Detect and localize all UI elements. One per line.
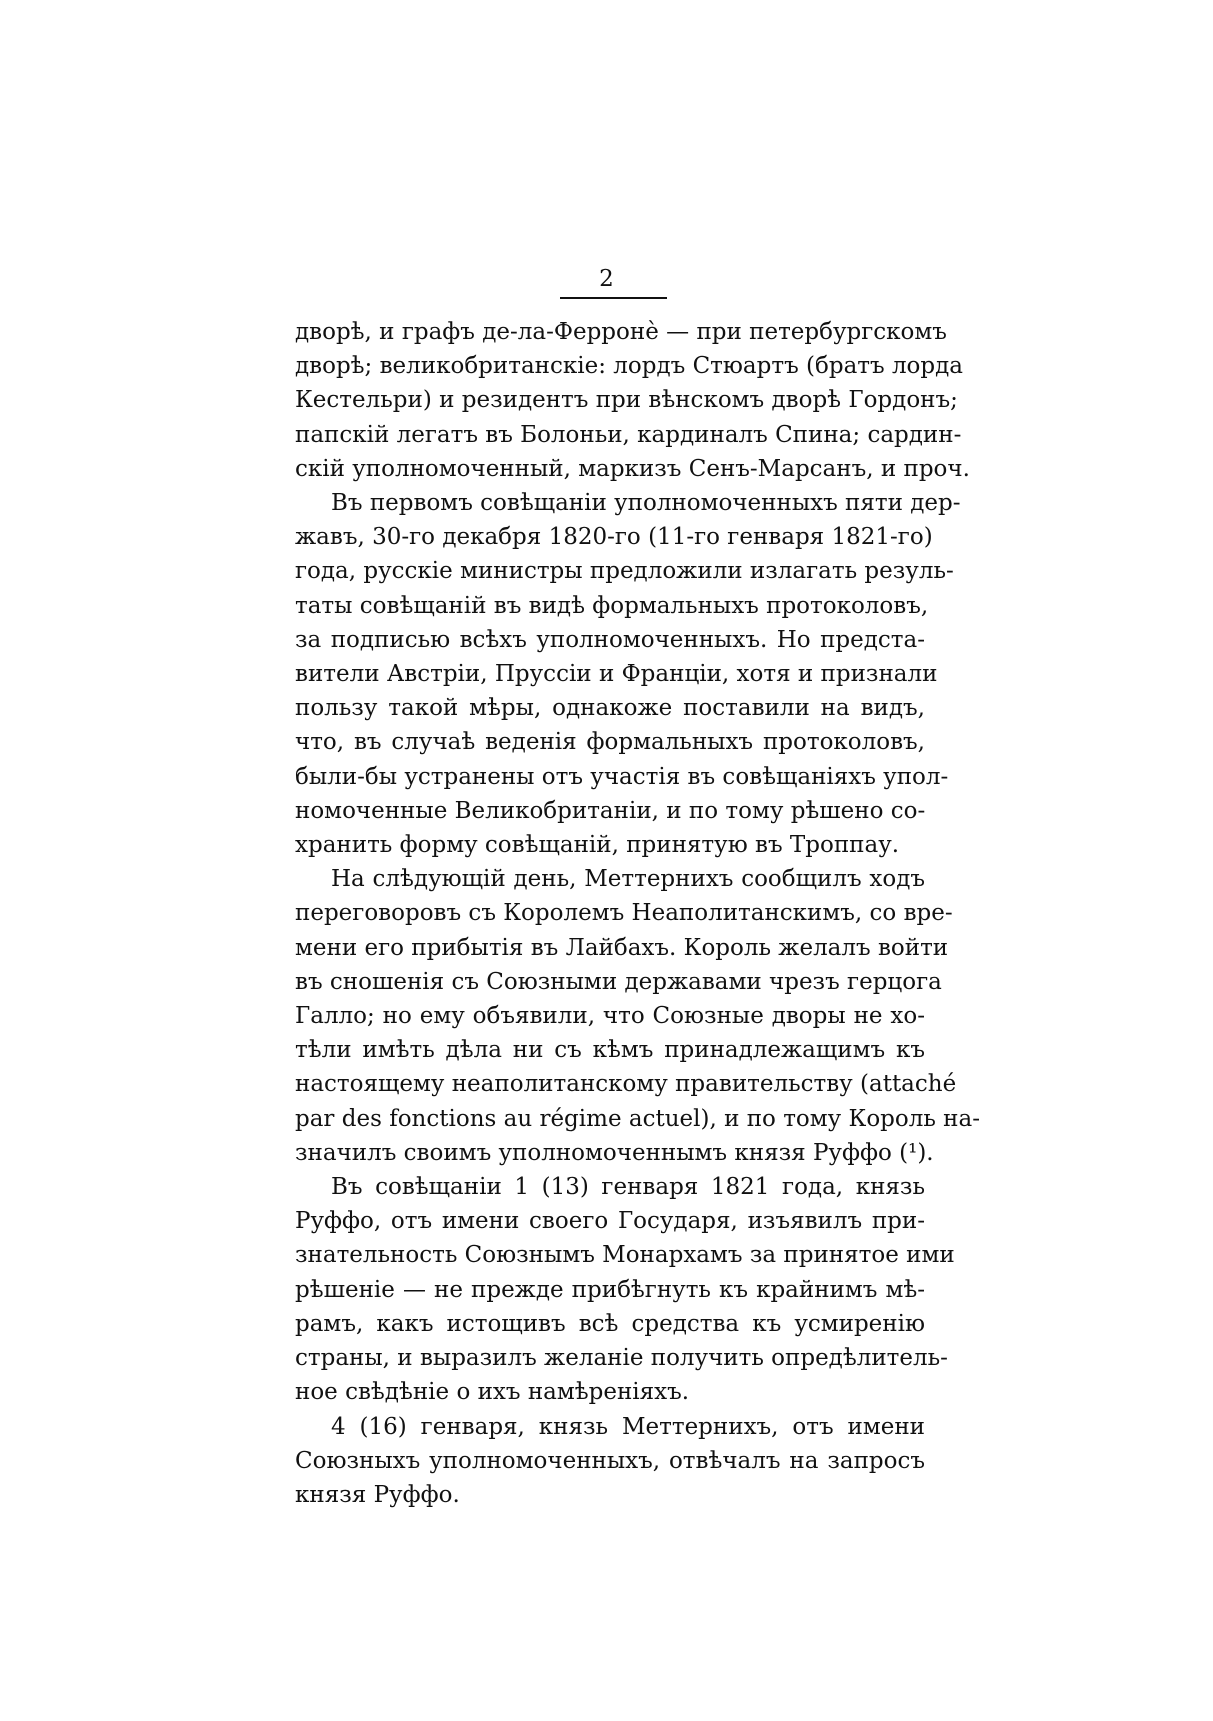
- text-line: мени его прибытія въ Лайбахъ. Король желалъ войти: [295, 934, 949, 961]
- text-line: дворѣ; великобританскіе: лордъ Стюартъ (братъ лорда: [295, 353, 963, 380]
- paragraph: [295, 1410, 925, 1513]
- text-line: жавъ, 30-го декабря 1820-го (11-го генваря 1821-го): [295, 524, 933, 551]
- text-line: Кестельри) и резидентъ при вѣнскомъ дворѣ Гордонъ;: [295, 387, 958, 414]
- text-line: переговоровъ съ Королемъ Неаполитанскимъ, со вре-: [295, 900, 953, 927]
- text-line: папскій легатъ въ Болоньи, кардиналъ Спина; сардин-: [295, 421, 962, 448]
- paragraph: [295, 315, 970, 486]
- text-line: рѣшеніе — не прежде прибѣгнуть къ крайнимъ мѣ-: [295, 1276, 925, 1303]
- text-line: пользу такой мѣры, однакоже поставили на видъ,: [295, 695, 925, 722]
- text-line: тѣли имѣть дѣла ни съ кѣмъ принадлежащимъ къ: [295, 1037, 925, 1064]
- text-line: въ сношенія съ Союзными державами чрезъ герцога: [295, 968, 942, 995]
- text-line: настоящему неаполитанскому правительству (attaché: [295, 1071, 957, 1098]
- text-line: На слѣдующій день, Меттернихъ сообщилъ ходъ: [331, 866, 925, 893]
- text-line: ное свѣдѣніе о ихъ намѣреніяхъ.: [295, 1379, 690, 1406]
- text-line: Руффо, отъ имени своего Государя, изъявилъ при-: [295, 1208, 925, 1235]
- page-number: 2: [599, 266, 614, 292]
- text-line: Союзныхъ уполномоченныхъ, отвѣчалъ на запросъ: [295, 1447, 925, 1474]
- text-line: года, русскіе министры предложили излагать резуль-: [295, 558, 954, 585]
- text-line: par des fonctions au régime actuel), и по тому Король на-: [295, 1105, 980, 1132]
- text-line: значилъ своимъ уполномоченнымъ князя Руффо (¹).: [295, 1139, 934, 1166]
- text-line: князя Руффо.: [295, 1481, 460, 1508]
- text-line: что, въ случаѣ веденія формальныхъ протоколовъ,: [295, 729, 925, 756]
- text-line: Въ первомъ совѣщаніи уполномоченныхъ пяти дер-: [331, 490, 961, 517]
- paragraph: [295, 862, 980, 1170]
- paragraph: [295, 486, 961, 862]
- page-number-rule: [560, 297, 667, 299]
- text-line: знательность Союзнымъ Монархамъ за принятое ими: [295, 1242, 955, 1269]
- text-line: скій уполномоченный, маркизъ Сенъ-Марсанъ, и проч.: [295, 455, 970, 482]
- paragraph: [295, 1170, 955, 1409]
- text-line: Галло; но ему объявили, что Союзные дворы не хо-: [295, 1003, 925, 1030]
- text-line: номоченные Великобританіи, и по тому рѣшено со-: [295, 797, 926, 824]
- text-line: Въ совѣщаніи 1 (13) генваря 1821 года, князь: [331, 1174, 925, 1201]
- text-line: таты совѣщаній въ видѣ формальныхъ протоколовъ,: [295, 592, 929, 619]
- text-line: вители Австріи, Пруссіи и Франціи, хотя и признали: [295, 661, 938, 688]
- body-text: [295, 315, 980, 1512]
- text-line: хранить форму совѣщаній, принятую въ Троппау.: [295, 832, 900, 859]
- text-line: были-бы устранены отъ участія въ совѣщаніяхъ упол-: [295, 763, 949, 790]
- text-line: дворѣ, и графъ де-ла-Ферронѐ — при петербургскомъ: [295, 319, 947, 345]
- text-line: 4 (16) генваря, князь Меттернихъ, отъ имени: [331, 1413, 925, 1440]
- text-line: рамъ, какъ истощивъ всѣ средства къ усмиренію: [295, 1310, 925, 1337]
- text-line: страны, и выразилъ желаніе получить опредѣлитель-: [295, 1345, 948, 1372]
- text-line: за подписью всѣхъ уполномоченныхъ. Но предста-: [295, 626, 925, 653]
